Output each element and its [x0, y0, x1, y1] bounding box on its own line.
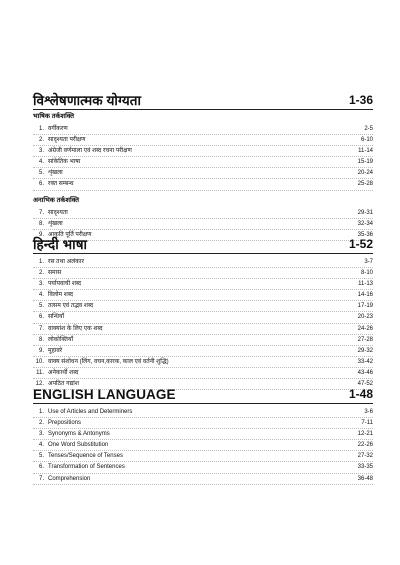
item-pages: 22-26	[357, 442, 373, 449]
section-title: ENGLISH LANGUAGE	[33, 387, 176, 402]
item-pages: 27-32	[357, 453, 373, 460]
item-pages: 29-32	[357, 347, 373, 354]
item-number: 3.	[38, 148, 44, 155]
item-number: 2.	[38, 420, 44, 427]
item-number: 5.	[38, 453, 44, 460]
item-number: 1.	[38, 259, 44, 265]
item-number: 2.	[38, 270, 44, 277]
item-pages: 36-48	[357, 475, 373, 482]
toc-row[interactable]	[33, 429, 373, 440]
item-number: 7.	[38, 325, 44, 332]
item-number: 3.	[38, 281, 44, 288]
item-pages: 43-46	[357, 369, 373, 376]
toc-row[interactable]	[33, 146, 373, 157]
item-title: शृंखला	[48, 170, 63, 177]
item-title: सांकेतिक भाषा	[48, 159, 81, 166]
toc-row[interactable]	[33, 335, 373, 346]
item-pages: 11-13	[358, 281, 373, 288]
subsection-heading: अनाभिक तर्कशक्ति	[33, 196, 79, 204]
item-number: 8.	[38, 336, 44, 343]
item-pages: 33-42	[357, 358, 373, 365]
item-pages: 17-19	[357, 303, 373, 310]
toc-row[interactable]	[33, 257, 373, 268]
section-header	[33, 386, 373, 404]
toc-row[interactable]	[33, 324, 373, 335]
toc-row[interactable]	[33, 474, 373, 485]
item-number: 5.	[38, 303, 44, 310]
item-pages: 20-24	[357, 170, 373, 177]
item-title: अंग्रेजी वर्णमाला एवं शब्द रचना परीक्षण	[48, 148, 132, 155]
item-title: अपठित गद्यांश	[48, 381, 79, 388]
item-number: 6.	[38, 314, 44, 321]
item-pages: 11-14	[358, 148, 373, 155]
item-pages: 8-10	[360, 270, 373, 277]
item-title: Transformation of Sentences	[48, 464, 125, 471]
item-number: 9.	[38, 347, 44, 354]
item-number: 10.	[35, 358, 44, 365]
toc-row[interactable]	[33, 301, 373, 312]
item-number: 2.	[38, 137, 44, 144]
item-title: विलोम शब्द	[48, 292, 74, 299]
item-number: 7.	[38, 209, 44, 216]
item-title: Prepositions	[48, 420, 82, 427]
item-number: 12.	[35, 381, 44, 388]
section-page-range: 1-52	[348, 237, 373, 251]
item-title: मुहावरे	[48, 347, 63, 354]
item-title: Use of Articles and Determiners	[48, 409, 133, 415]
item-title: वाक्यांश के लिए एक शब्द	[48, 325, 103, 332]
toc-row[interactable]	[33, 368, 373, 379]
toc-row[interactable]	[33, 179, 373, 190]
section-header	[33, 236, 373, 254]
section-english-language	[33, 386, 373, 485]
item-pages: 14-16	[357, 292, 373, 299]
item-title: Synonyms & Antonyms	[48, 431, 110, 438]
toc-row[interactable]	[33, 124, 373, 135]
toc-row[interactable]	[33, 440, 373, 451]
item-title: सादृश्यता परीक्षण	[48, 137, 86, 144]
item-pages: 2-5	[364, 126, 373, 132]
toc-row[interactable]	[33, 135, 373, 146]
item-pages: 7-11	[361, 420, 373, 427]
item-title: सन्धियाँ	[48, 314, 64, 321]
toc-row[interactable]	[33, 208, 373, 219]
item-pages: 35-36	[357, 231, 373, 238]
toc-row[interactable]	[33, 418, 373, 429]
toc-row[interactable]	[33, 268, 373, 279]
item-number: 1.	[38, 409, 44, 415]
item-title: आकृति पूर्ति परीक्षण	[48, 231, 92, 238]
item-title: वाक्य संशोधन (लिंग, वचन,कारक, काल एवं वर्तनी शुद्धि)	[48, 358, 169, 365]
item-pages: 25-28	[357, 181, 373, 188]
item-title: समास	[48, 270, 62, 277]
toc-row[interactable]	[33, 168, 373, 179]
item-pages: 47-52	[357, 381, 373, 388]
item-title: रक्त सम्बन्ध	[48, 181, 74, 188]
item-title: सादृश्यता	[48, 209, 68, 216]
item-number: 5.	[38, 170, 44, 177]
item-title: वर्गीकरण	[48, 126, 68, 132]
toc-row[interactable]	[33, 219, 373, 230]
item-title: तत्सम एवं तद्भव शब्द	[48, 303, 94, 310]
item-pages: 29-31	[357, 209, 373, 216]
item-number: 4.	[38, 159, 44, 166]
item-pages: 12-21	[357, 431, 373, 438]
item-title: रस तथा अलंकार	[48, 259, 84, 265]
item-number: 7.	[38, 475, 44, 482]
section-page-range: 1-36	[348, 93, 373, 107]
toc-row[interactable]	[33, 451, 373, 462]
item-number: 11.	[36, 369, 44, 376]
item-pages: 32-34	[357, 220, 373, 227]
item-pages: 27-28	[357, 336, 373, 343]
item-title: One Word Substitution	[48, 442, 109, 449]
toc-row[interactable]	[33, 312, 373, 323]
section-page-range: 1-48	[348, 387, 373, 401]
item-pages: 3-7	[364, 259, 373, 265]
toc-row[interactable]	[33, 357, 373, 368]
item-title: Comprehension	[48, 475, 91, 482]
item-pages: 33-35	[357, 464, 373, 471]
item-title: लोकोक्तियाँ	[48, 336, 74, 343]
item-number: 4.	[38, 292, 44, 299]
item-number: 4.	[38, 442, 44, 449]
item-title: अनेकार्थी शब्द	[48, 369, 79, 376]
item-pages: 24-26	[357, 325, 373, 332]
toc-list	[33, 257, 373, 390]
item-title: शृंखला	[48, 220, 63, 227]
item-number: 6.	[38, 181, 44, 188]
section-header	[33, 92, 373, 110]
item-number: 8.	[38, 220, 44, 227]
item-number: 1.	[38, 126, 44, 132]
item-number: 6.	[38, 464, 44, 471]
section-title: विश्लेषणात्मक योग्यता	[33, 93, 142, 108]
toc-row[interactable]	[33, 407, 373, 418]
item-title: Tenses/Sequence of Tenses	[48, 453, 123, 460]
item-pages: 20-23	[357, 314, 373, 321]
section-title: हिन्दी भाषा	[33, 237, 88, 252]
item-pages: 3-6	[364, 409, 373, 415]
toc-row[interactable]	[33, 462, 373, 473]
section-analytical-ability	[33, 92, 373, 241]
subsection-heading: भाषिक तर्कशक्ति	[33, 113, 75, 120]
toc-row[interactable]	[33, 279, 373, 290]
toc-row[interactable]	[33, 290, 373, 301]
toc-row[interactable]	[33, 346, 373, 357]
item-number: 9.	[38, 231, 44, 238]
toc-row[interactable]	[33, 157, 373, 168]
item-title: पर्यायवाची शब्द	[48, 281, 82, 288]
toc-list	[33, 124, 373, 191]
item-pages: 6-10	[360, 137, 373, 144]
section-hindi-language	[33, 236, 373, 390]
item-number: 3.	[38, 431, 44, 438]
item-pages: 15-19	[357, 159, 373, 166]
toc-list	[33, 407, 373, 485]
